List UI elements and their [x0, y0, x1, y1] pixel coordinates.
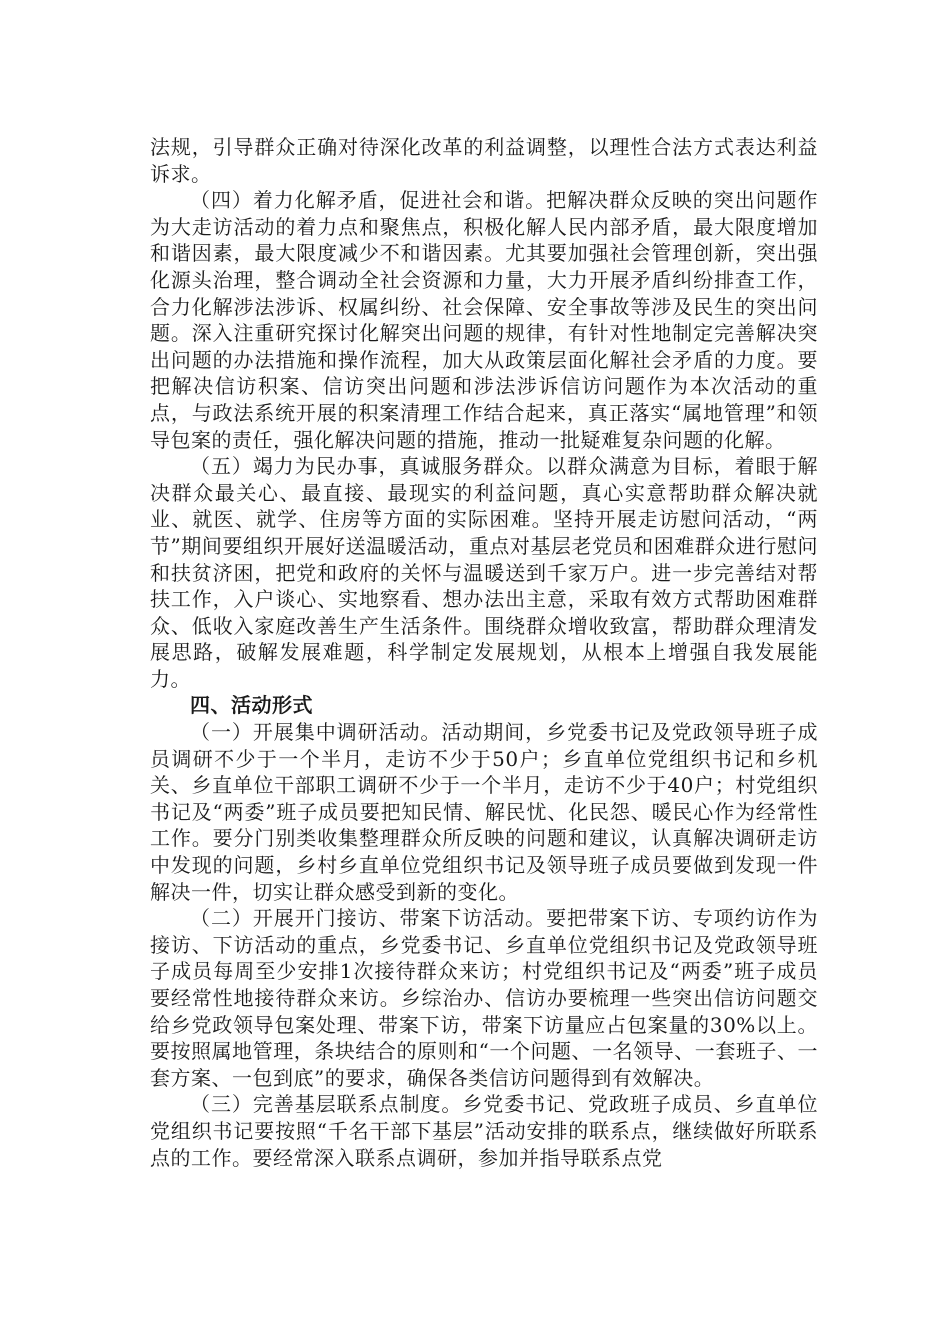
section-heading-activity-forms: 四、活动形式: [190, 693, 313, 718]
paragraph-form-1: （一）开展集中调研活动。活动期间，乡党委书记及党政领导班子成员调研不少于一个半月，走访不少于50户；乡直单位党组织书记和乡机关、乡直单位干部职工调研不少于一个半月，走访不少于40户；村党组织书记及“两委”班子成员要把知民情、解民忧、化民怨、暖民心作为经常性工作。要分门别类收集整理群众所反映的问题和建议，认真解决调研走访中发现的问题，乡村乡直单位党组织书记及领导班子成员要做到发现一件解决一件，切实让群众感受到新的变化。: [150, 720, 818, 904]
paragraph-form-3: （三）完善基层联系点制度。乡党委书记、党政班子成员、乡直单位党组织书记要按照“千名干部下基层”活动安排的联系点，继续做好所联系点的工作。要经常深入联系点调研，参加并指导联系点党: [150, 1092, 818, 1170]
document-body: [150, 134, 818, 1171]
paragraph-continuation: 法规，引导群众正确对待深化改革的利益调整，以理性合法方式表达利益诉求。: [150, 135, 818, 186]
paragraph-form-2: （二）开展开门接访、带案下访活动。要把带案下访、专项约访作为接访、下访活动的重点，乡党委书记、乡直单位党组织书记及党政领导班子成员每周至少安排1次接待群众来访；村党组织书记及“两委”班子成员要经常性地接待群众来访。乡综治办、信访办要梳理一些突出信访问题交给乡党政领导包案处理、带案下访，带案下访量应占包案量的30%以上。要按照属地管理，条块结合的原则和“一个问题、一名领导、一套班子、一套方案、一包到底”的要求，确保各类信访问题得到有效解决。: [150, 906, 818, 1090]
paragraph-section-4: （四）着力化解矛盾，促进社会和谐。把解决群众反映的突出问题作为大走访活动的着力点和聚焦点，积极化解人民内部矛盾，最大限度增加和谐因素，最大限度减少不和谐因素。尤其要加强社会管理创新，突出强化源头治理，整合调动全社会资源和力量，大力开展矛盾纠纷排查工作，合力化解涉法涉诉、权属纠纷、社会保障、安全事故等涉及民生的突出问题。深入注重研究探讨化解突出问题的规律，有针对性地制定完善解决突出问题的办法措施和操作流程，加大从政策层面化解社会矛盾的力度。要把解决信访积案、信访突出问题和涉法涉诉信访问题作为本次活动的重点，与政法系统开展的积案清理工作结合起来，真正落实“属地管理”和领导包案的责任，强化解决问题的措施，推动一批疑难复杂问题的化解。: [150, 188, 818, 452]
paragraph-section-5: （五）竭力为民办事，真诚服务群众。以群众满意为目标，着眼于解决群众最关心、最直接、最现实的利益问题，真心实意帮助群众解决就业、就医、就学、住房等方面的实际困难。坚持开展走访慰问活动，“两节”期间要组织开展好送温暖活动，重点对基层老党员和困难群众进行慰问和扶贫济困，把党和政府的关怀与温暖送到千家万户。进一步完善结对帮扶工作，入户谈心、实地察看、想办法出主意，采取有效方式帮助困难群众、低收入家庭改善生产生活条件。围绕群众增收致富，帮助群众理清发展思路，破解发展难题，科学制定发展规划，从根本上增强自我发展能力。: [150, 454, 818, 691]
